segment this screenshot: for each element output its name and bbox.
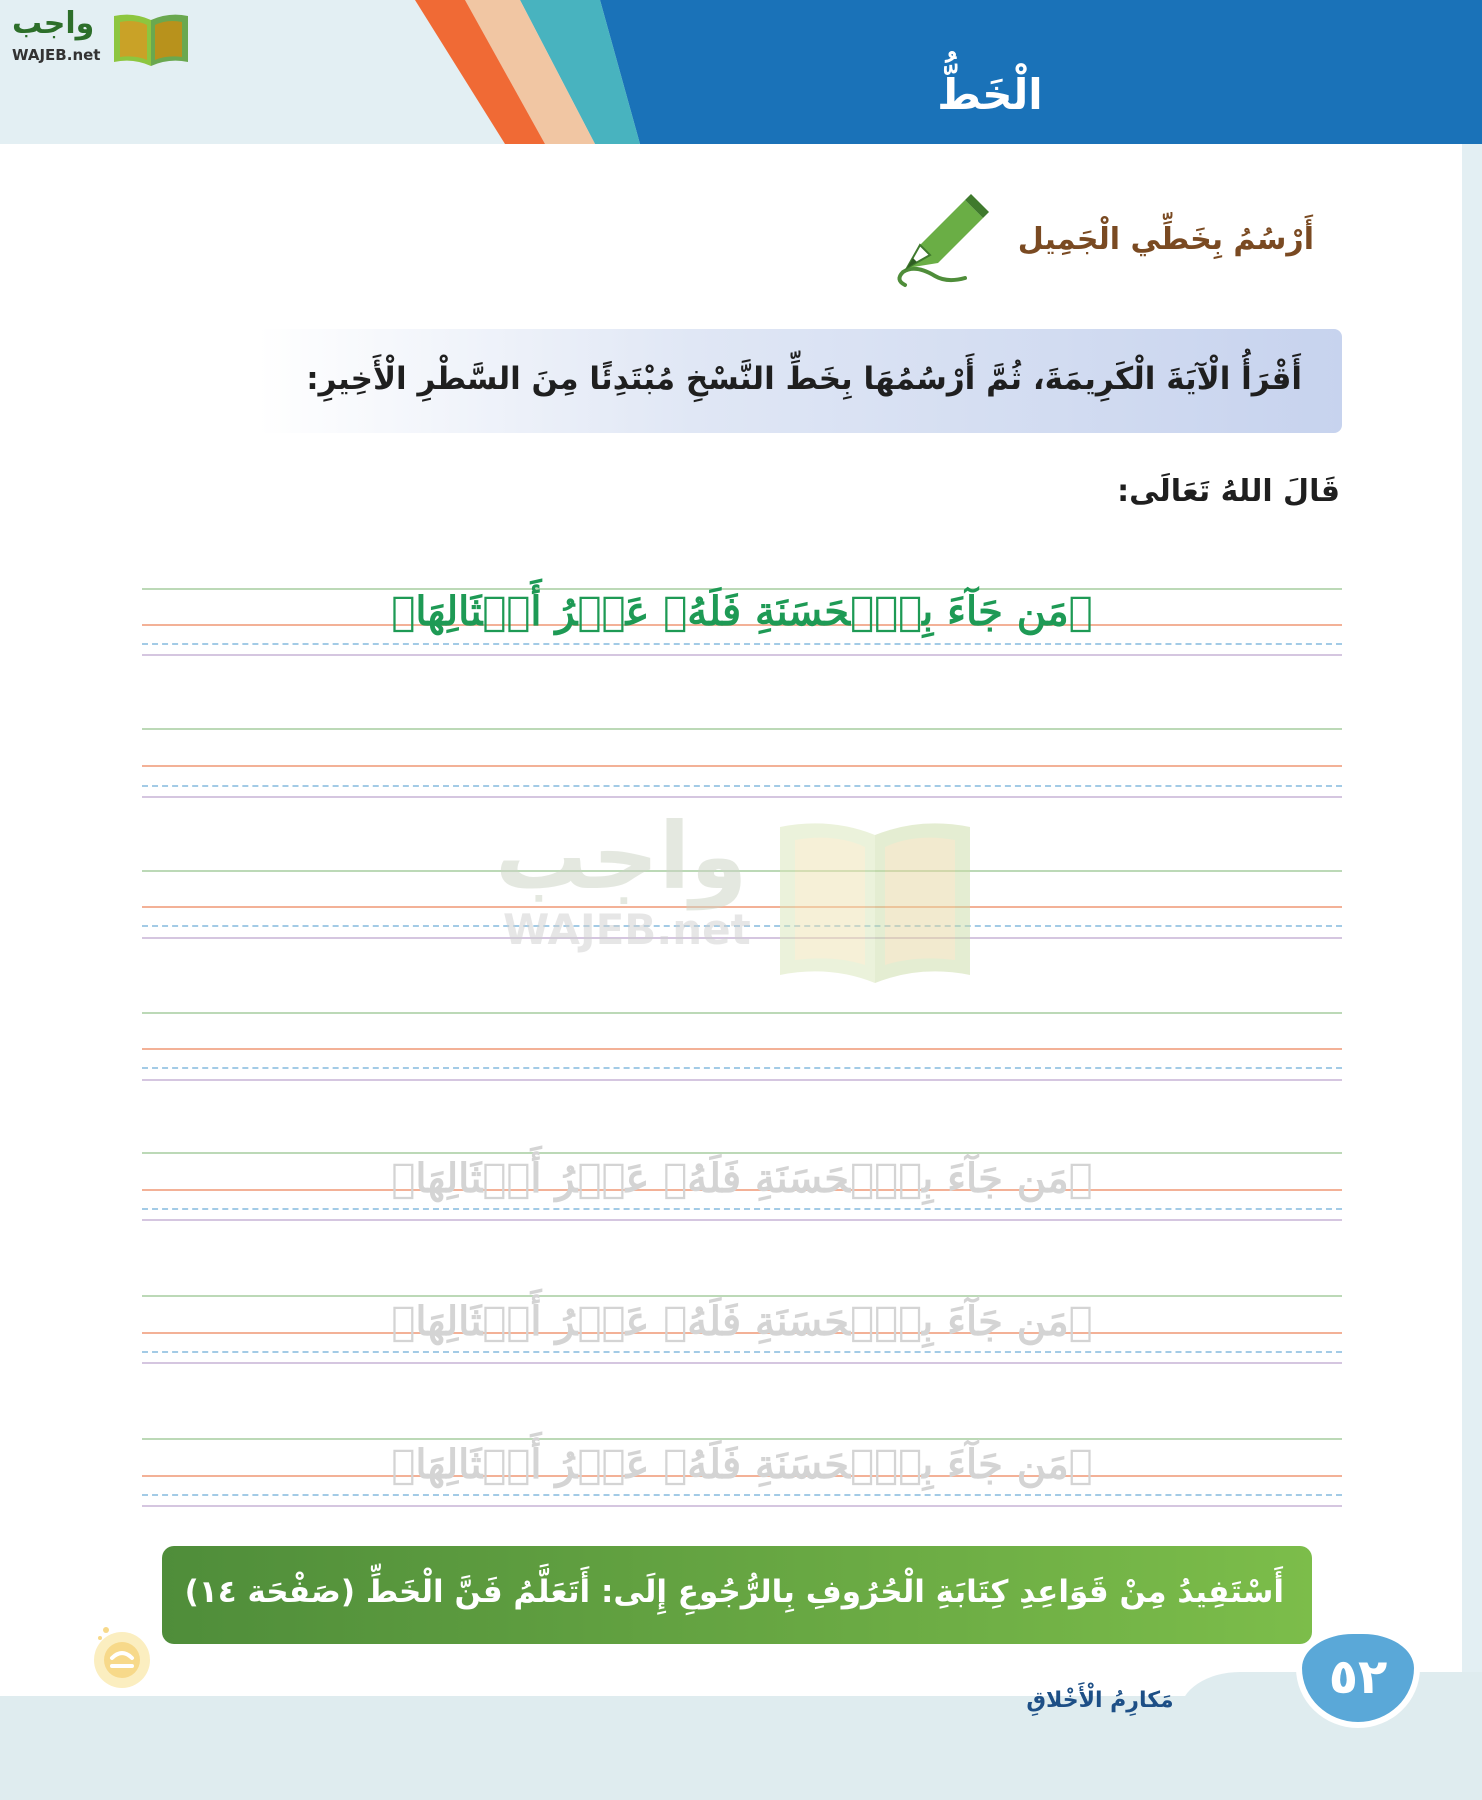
- site-logo[interactable]: [8, 6, 193, 68]
- right-side-bar: [1462, 144, 1482, 1694]
- page-number-badge: ٥٢: [1296, 1628, 1420, 1728]
- guide-line-green: [142, 1012, 1342, 1014]
- guide-line-green: [142, 1295, 1342, 1297]
- verse-trace: ﴿مَن جَآءَ بِٱلۡحَسَنَةِ فَلَهُۥ عَشۡرُ أَمۡثَالِهَا﴾: [391, 1298, 1093, 1345]
- guide-line-purple: [142, 1362, 1342, 1364]
- section-title: أَرْسُمُ بِخَطِّي الْجَمِيل: [1017, 222, 1314, 257]
- verse-trace: ﴿مَن جَآءَ بِٱلۡحَسَنَةِ فَلَهُۥ عَشۡرُ أَمۡثَالِهَا﴾: [391, 1441, 1093, 1488]
- guide-line-purple: [142, 1079, 1342, 1081]
- guide-line-green: [142, 728, 1342, 730]
- book-name: مَكارِمُ الْأَخْلاقِ: [1026, 1688, 1174, 1713]
- verse-model: ﴿مَن جَآءَ بِٱلۡحَسَنَةِ فَلَهُۥ عَشۡرُ أَمۡثَالِهَا﴾: [391, 588, 1093, 635]
- allah-said-label: قَالَ اللهُ تَعَالَى:: [1117, 474, 1340, 509]
- guide-line-blue: [142, 1208, 1342, 1210]
- guide-line-blue: [142, 643, 1342, 645]
- watermark: [495, 803, 995, 995]
- guide-line-green: [142, 1438, 1342, 1440]
- pen-icon: [885, 190, 995, 290]
- guide-line-purple: [142, 654, 1342, 656]
- watermark-book-icon: [760, 815, 990, 985]
- guide-line-orange: [142, 1048, 1342, 1050]
- lightbulb-badge-icon: [86, 1620, 158, 1692]
- instruction-box: أَقْرَأُ الْآيَةَ الْكَرِيمَةَ، ثُمَّ أَرْسُمُهَا بِخَطِّ النَّسْخِ مُبْتَدِئًا مِنَ السَّطْرِ الْأَخِيرِ:: [258, 329, 1342, 433]
- guide-line-purple: [142, 1505, 1342, 1507]
- logo-wordmark: واجب: [12, 6, 95, 41]
- verse-trace: ﴿مَن جَآءَ بِٱلۡحَسَنَةِ فَلَهُۥ عَشۡرُ أَمۡثَالِهَا﴾: [391, 1155, 1093, 1202]
- guide-line-purple: [142, 796, 1342, 798]
- guide-line-blue: [142, 785, 1342, 787]
- page-header: [0, 0, 1482, 144]
- guide-line-orange: [142, 765, 1342, 767]
- guide-line-blue: [142, 1351, 1342, 1353]
- header-blue-band: [0, 0, 1482, 144]
- logo-latin: WAJEB.net: [12, 46, 101, 64]
- watermark-arabic: واجب: [495, 803, 748, 910]
- guide-line-blue: [142, 1067, 1342, 1069]
- guide-line-green: [142, 1152, 1342, 1154]
- guide-line-purple: [142, 1219, 1342, 1221]
- guide-line-blue: [142, 1494, 1342, 1496]
- tip-banner: أَسْتَفِيدُ مِنْ قَوَاعِدِ كِتَابَةِ الْحُرُوفِ بِالرُّجُوعِ إِلَى: أَتَعَلَّمُ فَنَّ الْخَطِّ (صَفْحَة ١٤): [162, 1546, 1312, 1644]
- watermark-latin: WAJEB.net: [503, 905, 751, 954]
- page-title: الْخَطُّ: [937, 70, 1043, 119]
- open-book-icon: [108, 10, 194, 68]
